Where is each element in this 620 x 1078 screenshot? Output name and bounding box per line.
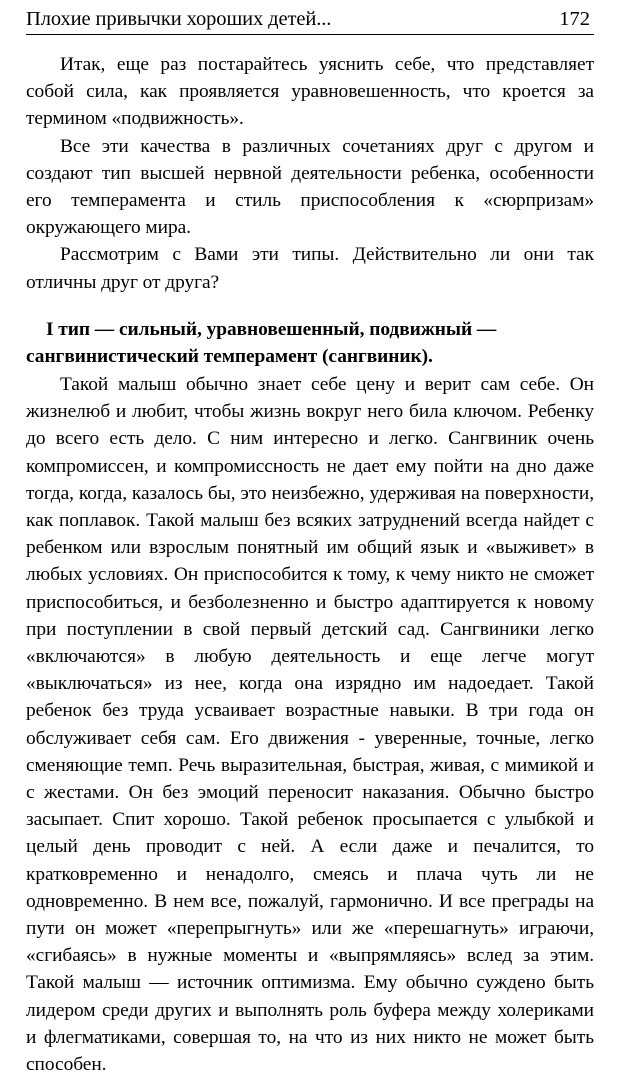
section-heading-line-1: I тип — сильный, уравновешенный, подвижный — xyxy=(46,318,497,340)
section-heading xyxy=(26,316,594,371)
running-head xyxy=(26,6,594,32)
paragraph-1: Итак, еще раз постарайтесь уяснить себе, что представляет собой сила, как проявляется уравновешенность, что кроется за термином «подвижность». xyxy=(26,54,594,130)
section-heading-line-2: сангвинистический темперамент (сангвиник). xyxy=(26,346,433,368)
paragraph-3: Рассмотрим с Вами эти типы. Действительно ли они так отличны друг от друга? xyxy=(26,244,594,293)
header-divider xyxy=(26,34,594,35)
running-head-title: Плохие привычки хороших детей... xyxy=(26,8,332,30)
page-number: 172 xyxy=(559,8,590,30)
paragraph-main: Такой малыш обычно знает себе цену и верит сам себе. Он жизнелюб и любит, чтобы жизнь вокруг него била ключом. Ребенку до всего есть дело. С ним интересно и легко. Сангвиник очень компромиссен, и компромиссность не дает ему пойти на дно даже тогда, когда, казалось бы, это неизбежно, удерживая на поверхности, как поплавок. Такой малыш без всяких затруднений всегда найдет с ребенком или взрослым понятный им общий язык и «выживет» в любых условиях. Он приспособится к тому, к чему никто не сможет приспособиться, и безболезненно и быстро адаптируется к новому при поступлении в свой первый детский сад. Сангвиники легко «включаются» в любую деятельность и еще легче могут «выключаться» из нее, когда она изрядно им надоедает. Такой ребенок без труда усваивает возрастные навыки. В три года он обслуживает себя сам. Его движения - уверенные, точные, легко сменяющие темп. Речь выразительная, быстрая, живая, с мимикой и с жестами. Он без эмоций переносит наказания. Обычно быстро засыпает. Спит хорошо. Такой ребенок просыпается с улыбкой и целый день проводит с ней. А если даже и печалится, то кратковременно и ненадолго, смеясь и плача чуть ли не одновременно. В нем все, пожалуй, гармонично. И все преграды на пути он может «перепрыгнуть» или же «перешагнуть» играючи, «сгибаясь» в нужные моменты и «выпрямляясь» вслед за этим. Такой малыш — источник оптимизма. Ему обычно суждено быть лидером среди других и выполнять роль буфера между холериками и флегматиками, совершая то, на что из них никто не может быть способен. xyxy=(26,374,594,1076)
paragraph-2: Все эти качества в различных сочетаниях друг с другом и создают тип высшей нервной деятельности ребенка, особенности его темперамента и стиль приспособления к «сюрпризам» окружающего мира. xyxy=(26,135,594,239)
body-text xyxy=(26,51,594,1078)
